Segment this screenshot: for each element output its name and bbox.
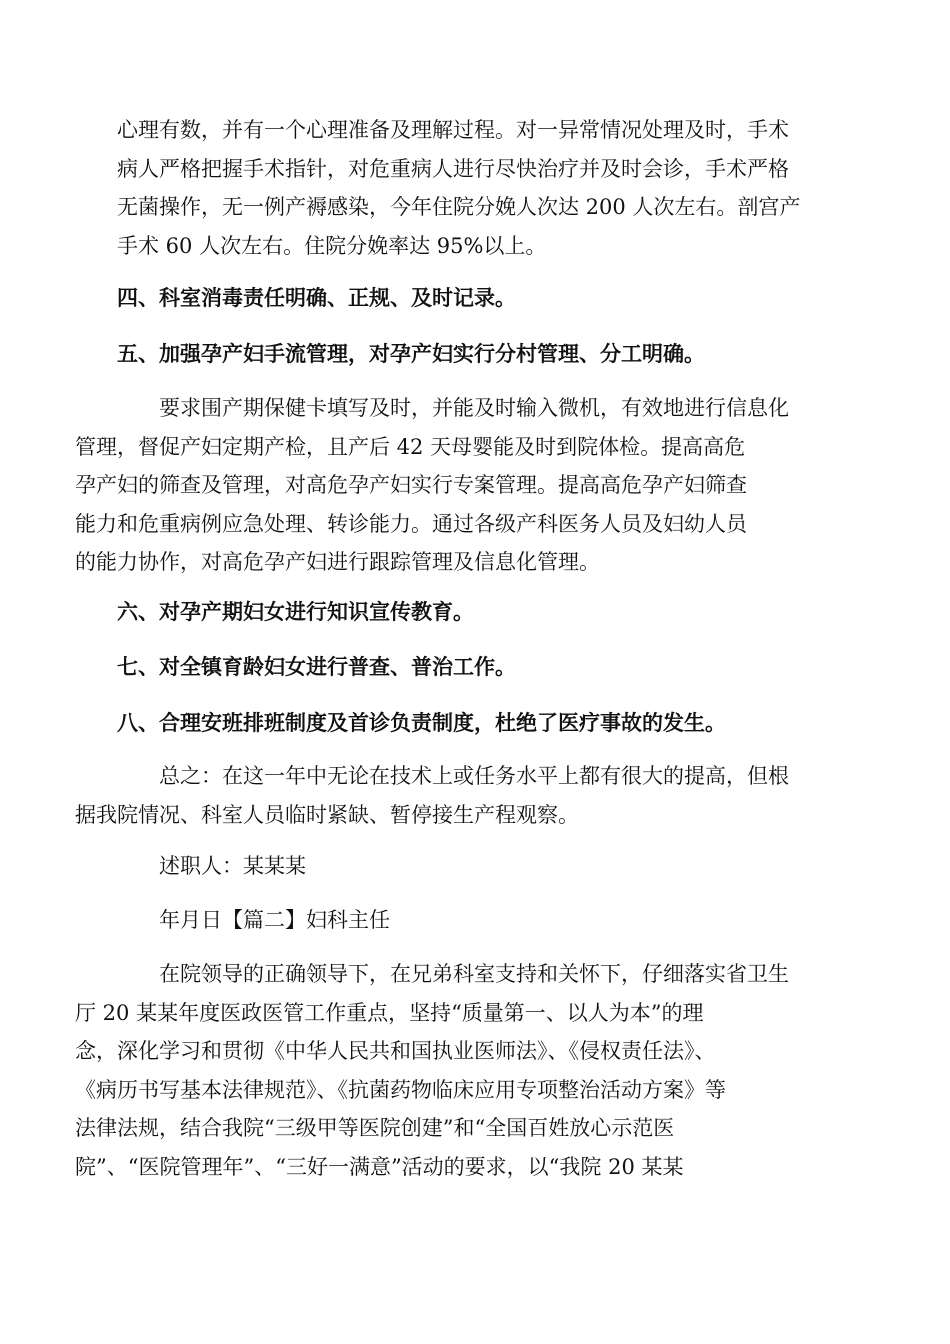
date-section-title: 年月日【篇二】妇科主任 [159,908,390,932]
heading-eight: 八、合理安班排班制度及首诊负责制度，杜绝了医疗事故的发生。 [117,711,726,735]
heading-seven: 七、对全镇育龄妇女进行普查、普治工作。 [117,655,516,679]
text-line: 要求围产期保健卡填写及时，并能及时输入微机，有效地进行信息化 [159,396,789,420]
text-line: 总之：在这一年中无论在技术上或任务水平上都有很大的提高，但根 [159,764,789,788]
text-line: 据我院情况、科室人员临时紧缺、暂停接生产程观察。 [75,802,579,827]
text-line: 能力和危重病例应急处理、转诊能力。通过各级产科医务人员及妇幼人员 [75,511,747,536]
text-line: 的能力协作，对高危孕产妇进行跟踪管理及信息化管理。 [75,550,600,574]
paragraph-summary [75,757,833,834]
text-line: 念，深化学习和贯彻《中华人民共和国执业医师法》、《侵权责任法》、 [75,1039,716,1063]
heading-five: 五、加强孕产妇手流管理，对孕产妇实行分村管理、分工明确。 [117,342,705,366]
text-line: 厅 20 某某年度医政医管工作重点，坚持“质量第一、以人为本”的理 [75,1000,704,1025]
text-line: 管理，督促产妇定期产检，且产后 42 天母婴能及时到院体检。提高高危 [75,434,746,459]
text-line: 手术 60 人次左右。住院分娩率达 95%以上。 [117,233,547,258]
text-line: 《病历书写基本法律规范》、《抗菌药物临床应用专项整治活动方案》等 [75,1077,726,1102]
text-line: 心理有数，并有一个心理准备及理解过程。对一异常情况处理及时，手术 [117,118,789,142]
heading-six: 六、对孕产期妇女进行知识宣传教育。 [117,600,474,624]
heading-four: 四、科室消毒责任明确、正规、及时记录。 [117,286,516,310]
text-line: 孕产妇的筛查及管理，对高危孕产妇实行专案管理。提高高危孕产妇筛查 [75,473,747,497]
paragraph-delivery-statistics [117,111,833,265]
text-line: 法律法规，结合我院“三级甲等医院创建”和“全国百姓放心示范医 [75,1116,675,1140]
text-line: 院”、“医院管理年”、“三好一满意”活动的要求，以“我院 20 某某 [75,1154,684,1179]
paragraph-part-two [75,955,833,1186]
text-line: 无菌操作，无一例产褥感染，今年住院分娩人次达 200 人次左右。剖宫产 [117,195,801,219]
signature-line: 述职人：某某某 [159,854,306,878]
paragraph-prenatal-care [75,389,833,582]
text-line: 病人严格把握手术指针，对危重病人进行尽快治疗并及时会诊，手术严格 [117,156,789,181]
text-line: 在院领导的正确领导下，在兄弟科室支持和关怀下，仔细落实省卫生 [159,962,789,986]
